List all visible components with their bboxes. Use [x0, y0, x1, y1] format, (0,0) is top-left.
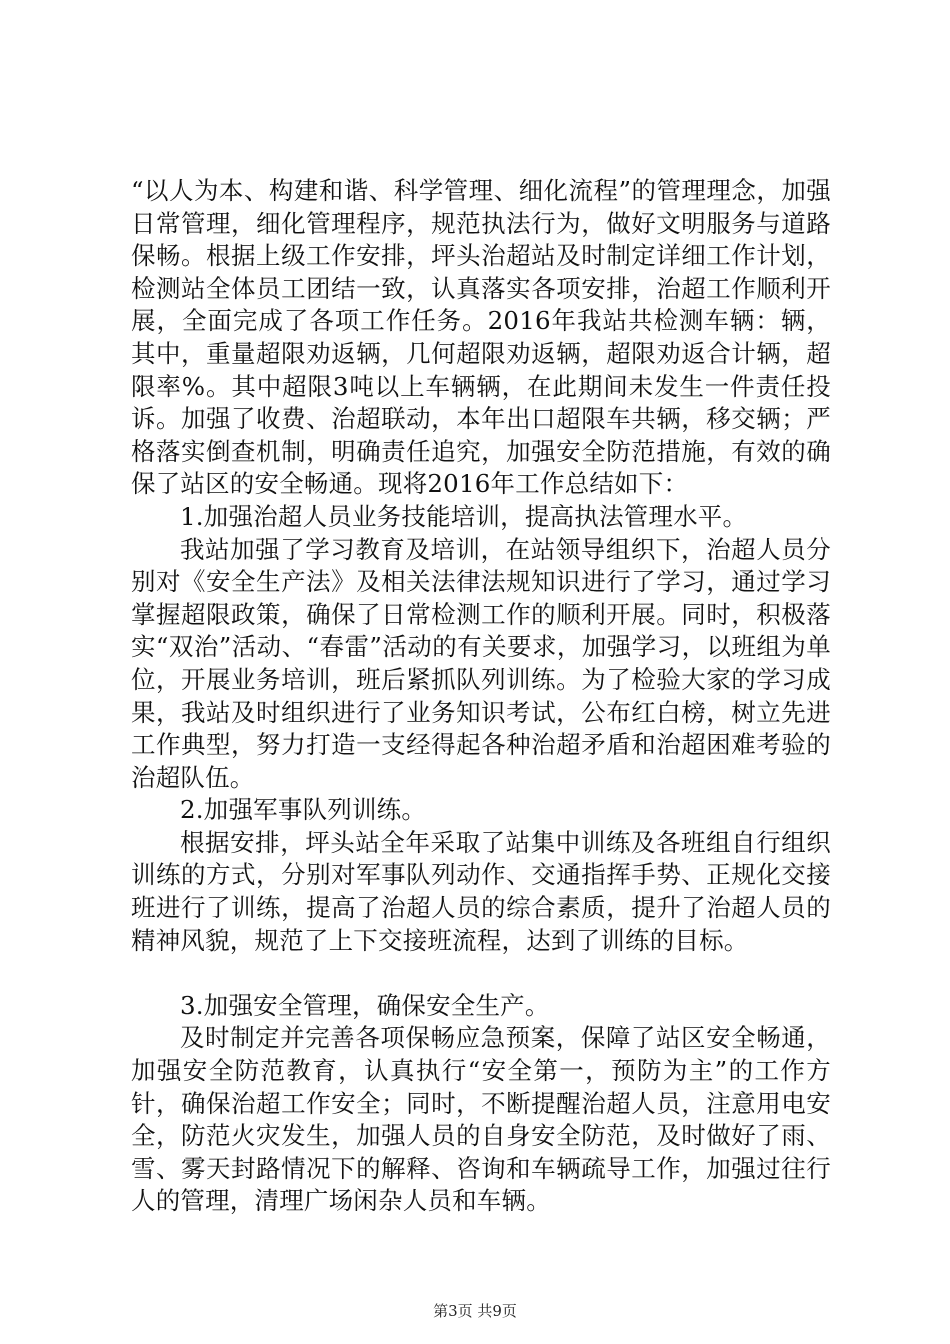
- document-body: [131, 175, 831, 1218]
- section-heading-3: 3.加强安全管理，确保安全生产。: [180, 990, 550, 1020]
- intro-paragraph: “以人为本、构建和谐、科学管理、细化流程”的管理理念，加强日常管理，细化管理程序，规范执法行为，做好文明服务与道路保畅。根据上级工作安排，坪头治超站及时制定详细工作计划，检测站全体员工团结一致，认真落实各项安排，治超工作顺利开展，全面完成了各项工作任务。2016年我站共检测车辆：辆，其中，重量超限劝返辆，几何超限劝返辆，超限劝返合计辆，超限率%。其中超限3吨以上车辆辆，在此期间未发生一件责任投诉。加强了收费、治超联动，本年出口超限车共辆，移交辆；严格落实倒查机制，明确责任追究，加强安全防范措施，有效的确保了站区的安全畅通。现将2016年工作总结如下：: [131, 176, 831, 499]
- section-paragraph-1: 我站加强了学习教育及培训，在站领导组织下，治超人员分别对《安全生产法》及相关法律法规知识进行了学习，通过学习掌握超限政策，确保了日常检测工作的顺利开展。同时，积极落实“双治”活动、“春雷”活动的有关要求，加强学习，以班组为单位，开展业务培训，班后紧抓队列训练。为了检验大家的学习成果，我站及时组织进行了业务知识考试，公布红白榜，树立先进工作典型，努力打造一支经得起各种治超矛盾和治超困难考验的治超队伍。: [131, 534, 831, 792]
- section-heading-1: 1.加强治超人员业务技能培训，提高执法管理水平。: [180, 501, 748, 531]
- page-number-footer: 第3页 共9页: [433, 1302, 517, 1320]
- section-heading-2: 2.加强军事队列训练。: [180, 795, 427, 825]
- section-paragraph-2: 根据安排，坪头站全年采取了站集中训练及各班组自行组织训练的方式，分别对军事队列动作、交通指挥手势、正规化交接班进行了训练，提高了治超人员的综合素质，提升了治超人员的精神风貌，规范了上下交接班流程，达到了训练的目标。: [131, 827, 831, 955]
- section-paragraph-3: 及时制定并完善各项保畅应急预案，保障了站区安全畅通，加强安全防范教育，认真执行“安全第一，预防为主”的工作方针，确保治超工作安全；同时，不断提醒治超人员，注意用电安全，防范火灾发生，加强人员的自身安全防范，及时做好了雨、雪、雾天封路情况下的解释、咨询和车辆疏导工作，加强过往行人的管理，清理广场闲杂人员和车辆。: [131, 1023, 831, 1216]
